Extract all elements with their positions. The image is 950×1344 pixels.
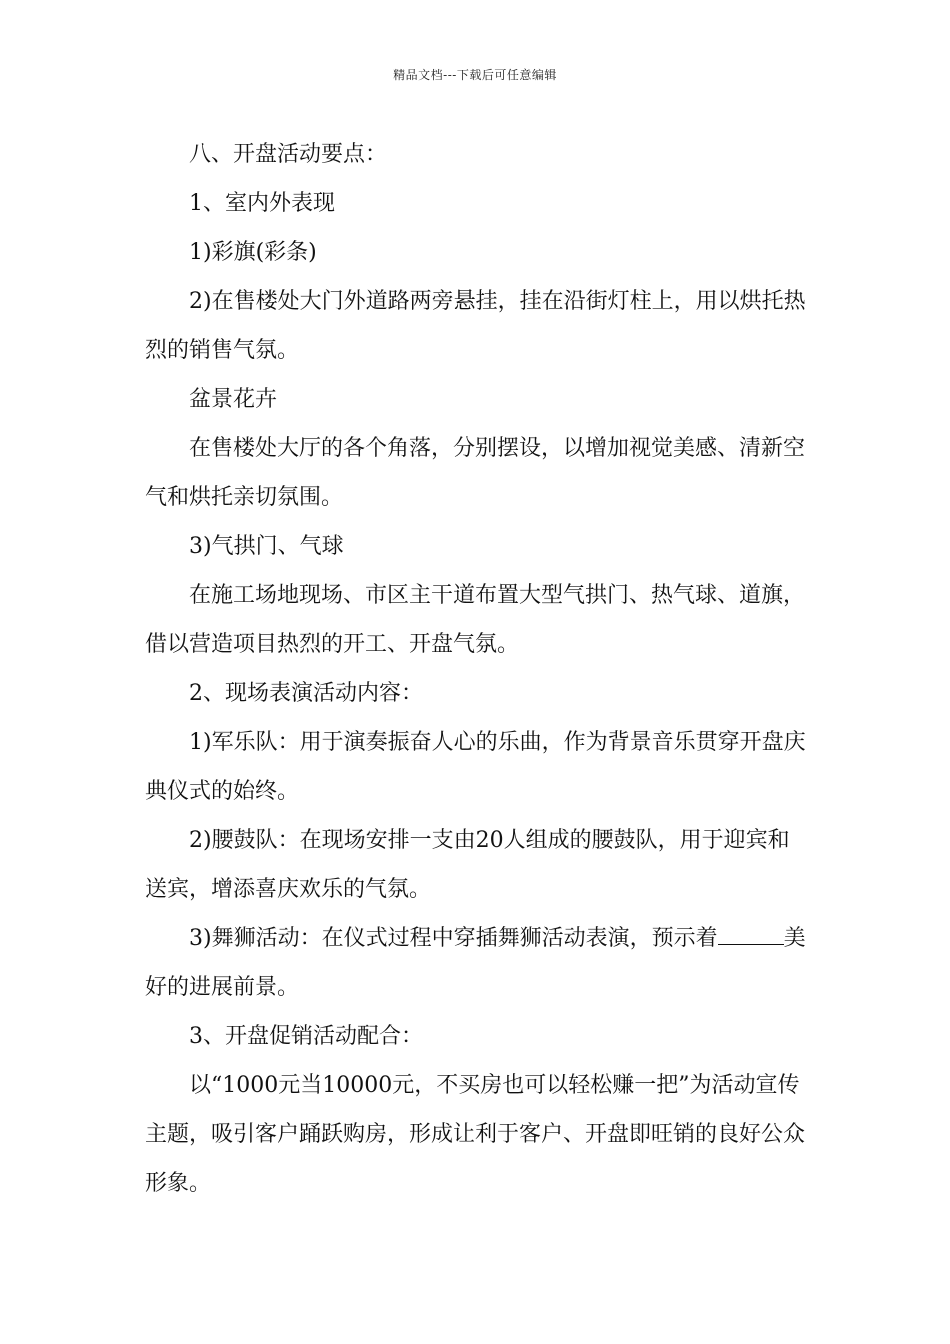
paragraph: 以“1000元当10000元，不买房也可以轻松赚一把”为活动宣传主题，吸引客户踊跃购房，形成让利于客户、开盘即旺销的良好公众形象。 (145, 1073, 806, 1196)
section-heading: 八、开盘活动要点： (189, 142, 388, 167)
paragraph: 1)军乐队：用于演奏振奋人心的乐曲，作为背景音乐贯穿开盘庆典仪式的始终。 (145, 730, 806, 804)
paragraph-with-blank (145, 914, 810, 1012)
subsection-heading: 3、开盘促销活动配合： (189, 1024, 423, 1049)
paragraph: 在施工场地现场、市区主干道布置大型气拱门、热气球、道旗，借以营造项目热烈的开工、开盘气氛。 (145, 583, 806, 657)
document-body (145, 130, 810, 1208)
item-heading: 3)气拱门、气球 (189, 534, 344, 559)
fill-in-blank (718, 926, 784, 945)
item-heading: 盆景花卉 (189, 387, 278, 412)
page-header: 精品文档---下载后可任意编辑 (393, 68, 557, 82)
paragraph: 2)在售楼处大门外道路两旁悬挂，挂在沿街灯柱上，用以烘托热烈的销售气氛。 (145, 289, 806, 363)
item-heading: 1)彩旗(彩条) (189, 240, 317, 265)
paragraph-text: 美好的进展前景。 (145, 926, 806, 1000)
subsection-heading: 2、现场表演活动内容： (189, 681, 423, 706)
paragraph: 在售楼处大厅的各个角落，分别摆设，以增加视觉美感、清新空气和烘托亲切氛围。 (145, 436, 806, 510)
subsection-heading: 1、室内外表现 (189, 191, 335, 216)
paragraph-text: 3)舞狮活动：在仪式过程中穿插舞狮活动表演，预示着 (189, 926, 718, 951)
paragraph: 2)腰鼓队：在现场安排一支由20人组成的腰鼓队，用于迎宾和送宾，增添喜庆欢乐的气氛。 (145, 828, 790, 902)
